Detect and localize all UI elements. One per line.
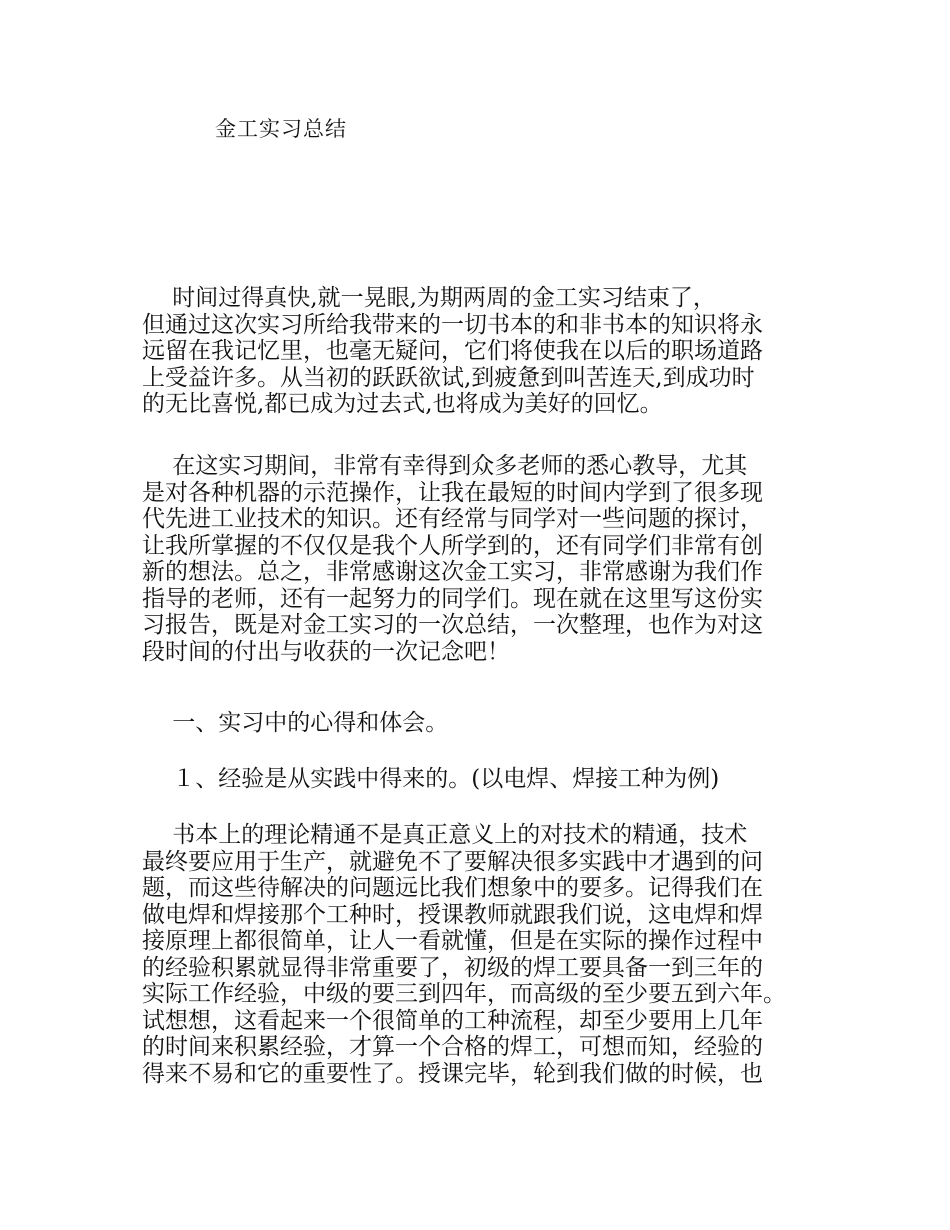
document-title: 金工实习总结	[215, 117, 347, 141]
text-line: 在这实习期间，非常有幸得到众多老师的悉心教导，尤其	[142, 453, 748, 479]
text-line: 的时间来积累经验，才算一个合格的焊工，可想而知，经验的	[142, 1034, 763, 1060]
paragraph-3	[142, 822, 832, 1087]
text-line: 题，而这些待解决的问题远比我们想象中的要多。记得我们在	[142, 875, 763, 901]
text-line: 指导的老师，还有一起努力的同学们。现在就在这里写这份实	[142, 585, 763, 612]
text-line: 代先进工业技术的知识。还有经常与同学对一些问题的探讨，	[142, 506, 763, 532]
text-line: 时间过得真快,就一晃眼,为期两周的金工实习结束了，	[142, 285, 716, 311]
text-line: 的无比喜悦,都已成为过去式,也将成为美好的回忆。	[142, 391, 663, 417]
text-line: 是对各种机器的示范操作，让我在最短的时间内学到了很多现	[142, 479, 763, 506]
text-line: 让我所掌握的不仅仅是我个人所学到的，还有同学们非常有创	[142, 532, 763, 559]
text-line: 远留在我记忆里，也毫无疑问，它们将使我在以后的职场道路	[142, 338, 763, 364]
text-line: 新的想法。总之，非常感谢这次金工实习，非常感谢为我们作	[142, 559, 763, 585]
section-heading-1	[142, 710, 832, 737]
text-line: 得来不易和它的重要性了。授课完毕，轮到我们做的时候，也	[142, 1060, 763, 1087]
text-line: 但通过这次实习所给我带来的一切书本的和非书本的知识将永	[142, 311, 763, 338]
heading-line: １、经验是从实践中得来的。(以电焊、焊接工种为例)	[142, 766, 720, 792]
text-line: 书本上的理论精通不是真正意义上的对技术的精通，技术	[142, 822, 748, 848]
text-line: 习报告，既是对金工实习的一次总结，一次整理，也作为对这	[142, 612, 763, 638]
text-line: 最终要应用于生产，就避免不了要解决很多实践中才遇到的问	[142, 848, 763, 875]
text-line: 试想想，这看起来一个很简单的工种流程，却至少要用上几年	[142, 1007, 763, 1034]
paragraph-1	[142, 285, 832, 418]
text-line: 的经验积累就显得非常重要了，初级的焊工要具备一到三年的	[142, 954, 763, 981]
text-line: 段时间的付出与收获的一次记念吧！	[142, 638, 510, 665]
text-line: 做电焊和焊接那个工种时，授课教师就跟我们说，这电焊和焊	[142, 901, 763, 928]
section-heading-2	[142, 766, 832, 793]
text-line: 接原理上都很简单，让人一看就懂，但是在实际的操作过程中	[142, 928, 763, 954]
heading-line: 一、实习中的心得和体会。	[142, 710, 449, 736]
paragraph-2	[142, 453, 832, 665]
text-line: 上受益许多。从当初的跃跃欲试,到疲惫到叫苦连天,到成功时	[142, 364, 755, 391]
text-line: 实际工作经验，中级的要三到四年，而高级的至少要五到六年。	[142, 981, 786, 1007]
